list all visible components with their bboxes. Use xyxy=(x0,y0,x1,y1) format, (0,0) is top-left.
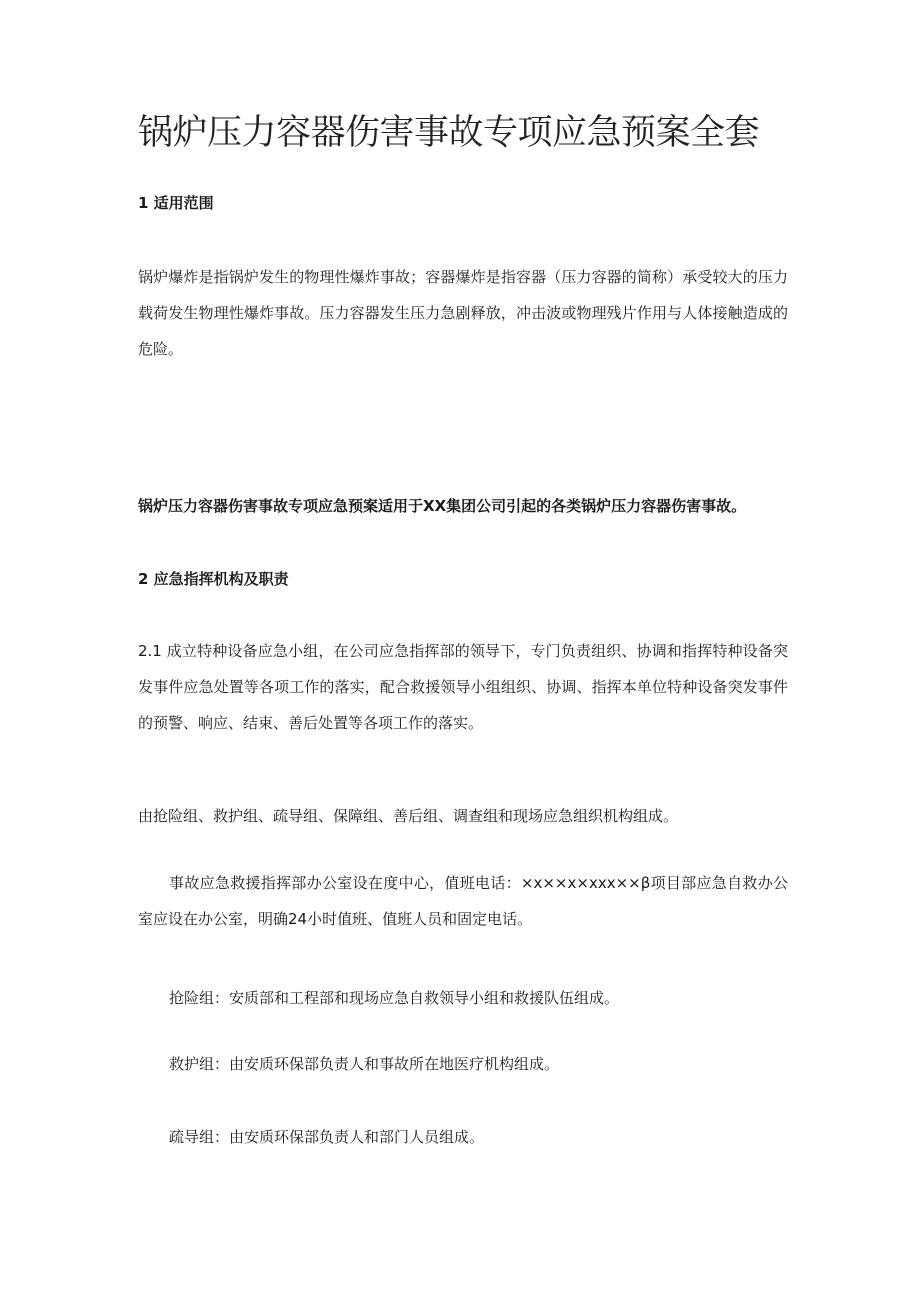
evacuation-group-paragraph: 疏导组：由安质环保部负责人和部门人员组成。 xyxy=(169,1128,485,1146)
scope-statement: 锅炉压力容器伤害事故专项应急预案适用于XX集团公司引起的各类锅炉压力容器伤害事故。 xyxy=(138,497,747,515)
section-2-1-paragraph: 2.1 成立特种设备应急小组，在公司应急指挥部的领导下，专门负责组织、协调和指挥特种设备突发事件应急处置等各项工作的落实，配合救援领导小组组织、协调、指挥本单位特种设备突发事件的预警、响应、结束、善后处置等各项工作的落实。 xyxy=(138,642,788,732)
rescue-group-paragraph: 抢险组：安质部和工程部和现场应急自救领导小组和救援队伍组成。 xyxy=(169,989,620,1007)
section-1-paragraph: 锅炉爆炸是指锅炉发生的物理性爆炸事故；容器爆炸是指容器（压力容器的简称）承受较大的压力载荷发生物理性爆炸事故。压力容器发生压力急剧释放，冲击波或物理残片作用与人体接触造成的危险。 xyxy=(138,268,788,358)
medical-group-paragraph: 救护组：由安质环保部负责人和事故所在地医疗机构组成。 xyxy=(169,1055,560,1073)
section-1-heading: 1 适用范围 xyxy=(138,194,214,212)
section-2-heading: 2 应急指挥机构及职责 xyxy=(138,570,289,588)
command-office-paragraph: 事故应急救援指挥部办公室设在度中心，值班电话：×x××x×xxx××β项目部应急自救办公室应设在办公室，明确24小时值班、值班人员和固定电话。 xyxy=(138,874,788,928)
document-title: 锅炉压力容器伤害事故专项应急预案全套 xyxy=(138,113,760,153)
section-2-groups-paragraph: 由抢险组、救护组、疏导组、保障组、善后组、调查组和现场应急组织机构组成。 xyxy=(138,807,679,825)
